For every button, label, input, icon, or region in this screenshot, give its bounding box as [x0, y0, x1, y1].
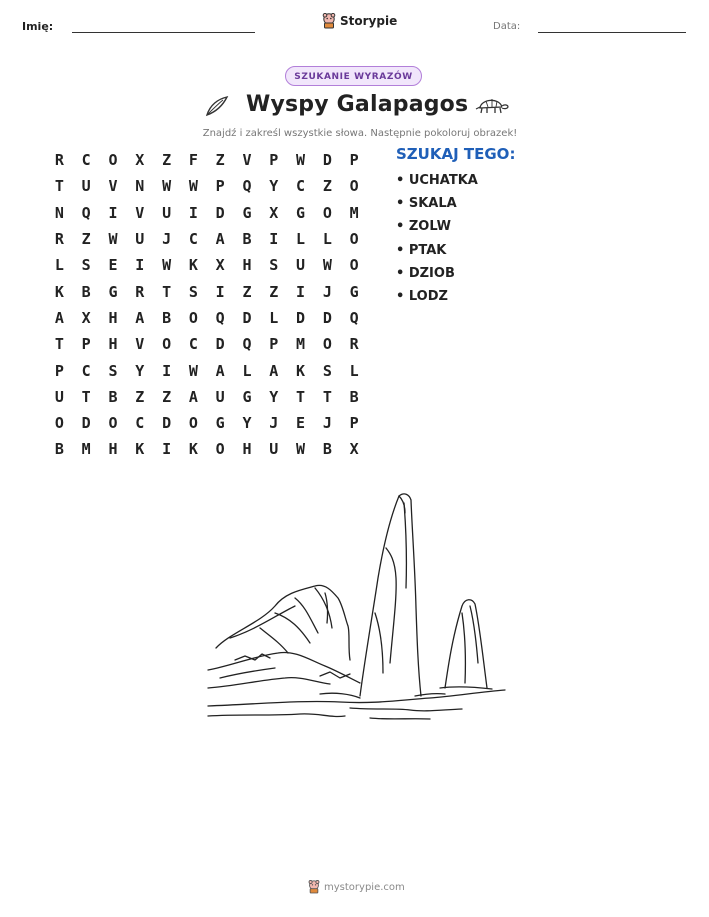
grid-letter: P [349, 414, 359, 433]
grid-letter: G [296, 203, 306, 222]
word-list-item: • ZOLW [396, 219, 451, 235]
grid-letter: D [296, 308, 306, 327]
grid-letter: S [269, 256, 279, 275]
grid-letter: W [188, 177, 198, 196]
grid-letter: Z [81, 230, 91, 249]
grid-letter: D [215, 203, 225, 222]
grid-letter: W [296, 440, 306, 459]
grid-letter: S [188, 282, 198, 301]
grid-letter: E [296, 414, 306, 433]
grid-letter: O [349, 230, 359, 249]
grid-letter: G [108, 282, 118, 301]
grid-letter: K [296, 361, 306, 380]
grid-letter: X [269, 203, 279, 222]
word-list-item: • UCHATKA [396, 173, 478, 188]
grid-letter: Z [162, 151, 172, 170]
galapagos-rocks-illustration [200, 488, 510, 748]
word-list-item: • DZIOB [396, 265, 455, 281]
grid-letter: T [296, 387, 306, 406]
grid-letter: B [322, 440, 332, 459]
grid-letter: T [322, 387, 332, 406]
grid-letter: K [135, 440, 145, 459]
grid-letter: Q [81, 203, 91, 222]
grid-letter: I [296, 282, 306, 301]
grid-letter: R [54, 151, 64, 170]
grid-letter: O [349, 256, 359, 275]
grid-letter: U [81, 177, 91, 196]
grid-row [46, 357, 368, 383]
grid-letter: Y [242, 414, 252, 433]
word-list-heading: SZUKAJ TEGO: [396, 145, 516, 163]
grid-letter: O [108, 414, 118, 433]
grid-letter: X [215, 256, 225, 275]
grid-letter: R [54, 230, 64, 249]
grid-row [46, 436, 368, 462]
grid-letter: X [349, 440, 359, 459]
grid-letter: Q [242, 335, 252, 354]
word-search-grid [46, 147, 368, 463]
grid-letter: G [242, 203, 252, 222]
grid-letter: P [269, 335, 279, 354]
page-title: Wyspy Galapagos [246, 92, 469, 117]
grid-letter: O [162, 335, 172, 354]
grid-letter: T [81, 387, 91, 406]
grid-row [46, 252, 368, 278]
grid-letter: I [269, 230, 279, 249]
grid-letter: A [215, 230, 225, 249]
grid-letter: W [162, 177, 172, 196]
grid-letter: H [108, 308, 118, 327]
grid-letter: B [54, 440, 64, 459]
grid-row [46, 331, 368, 357]
grid-letter: P [215, 177, 225, 196]
grid-letter: Z [322, 177, 332, 196]
grid-row [46, 147, 368, 173]
feather-icon [204, 95, 230, 117]
grid-letter: U [215, 387, 225, 406]
grid-letter: T [54, 335, 64, 354]
grid-letter: U [54, 387, 64, 406]
grid-letter: W [108, 230, 118, 249]
grid-letter: S [108, 361, 118, 380]
grid-letter: O [215, 440, 225, 459]
grid-letter: C [188, 335, 198, 354]
grid-letter: A [215, 361, 225, 380]
grid-letter: O [188, 414, 198, 433]
grid-letter: L [349, 361, 359, 380]
grid-letter: I [188, 203, 198, 222]
word-list-item: • PTAK [396, 242, 447, 258]
grid-letter: N [135, 177, 145, 196]
grid-letter: B [242, 230, 252, 249]
grid-letter: M [81, 440, 91, 459]
grid-letter: Z [242, 282, 252, 301]
grid-letter: C [188, 230, 198, 249]
grid-letter: O [322, 335, 332, 354]
grid-row [46, 200, 368, 226]
grid-letter: C [135, 414, 145, 433]
grid-letter: H [242, 440, 252, 459]
grid-letter: G [215, 414, 225, 433]
grid-letter: F [188, 151, 198, 170]
grid-letter: S [322, 361, 332, 380]
grid-letter: G [349, 282, 359, 301]
grid-letter: O [322, 203, 332, 222]
grid-letter: W [188, 361, 198, 380]
grid-letter: Z [269, 282, 279, 301]
grid-letter: D [162, 414, 172, 433]
grid-letter: O [349, 177, 359, 196]
grid-letter: Y [135, 361, 145, 380]
grid-letter: V [135, 203, 145, 222]
grid-letter: O [188, 308, 198, 327]
grid-letter: V [108, 177, 118, 196]
grid-letter: P [269, 151, 279, 170]
grid-letter: B [108, 387, 118, 406]
grid-letter: I [135, 256, 145, 275]
grid-letter: I [162, 361, 172, 380]
grid-letter: T [54, 177, 64, 196]
grid-letter: G [242, 387, 252, 406]
grid-letter: L [296, 230, 306, 249]
grid-letter: Z [215, 151, 225, 170]
grid-letter: B [162, 308, 172, 327]
grid-letter: R [349, 335, 359, 354]
word-list-item: • LODZ [396, 288, 448, 304]
grid-letter: M [349, 203, 359, 222]
grid-letter: D [322, 308, 332, 327]
grid-letter: P [54, 361, 64, 380]
grid-letter: V [242, 151, 252, 170]
grid-letter: A [135, 308, 145, 327]
grid-letter: D [81, 414, 91, 433]
grid-letter: Q [215, 308, 225, 327]
grid-letter: H [108, 440, 118, 459]
footer-url: mystorypie.com [324, 881, 405, 893]
grid-letter: Q [242, 177, 252, 196]
brand-name: Storypie [340, 14, 398, 28]
grid-letter: P [349, 151, 359, 170]
grid-letter: C [81, 361, 91, 380]
grid-letter: W [162, 256, 172, 275]
date-label: Data: [493, 21, 521, 32]
grid-letter: L [269, 308, 279, 327]
grid-letter: B [349, 387, 359, 406]
grid-letter: A [54, 308, 64, 327]
grid-letter: J [322, 282, 332, 301]
grid-letter: U [269, 440, 279, 459]
footer [308, 880, 405, 894]
grid-letter: L [322, 230, 332, 249]
grid-letter: I [162, 440, 172, 459]
date-line [538, 32, 686, 33]
grid-letter: O [108, 151, 118, 170]
storypie-mascot-icon [322, 13, 336, 29]
grid-letter: U [162, 203, 172, 222]
word-list-item: • SKALA [396, 196, 457, 212]
grid-letter: L [242, 361, 252, 380]
grid-letter: A [269, 361, 279, 380]
grid-letter: R [135, 282, 145, 301]
grid-letter: I [108, 203, 118, 222]
grid-letter: X [81, 308, 91, 327]
grid-letter: U [135, 230, 145, 249]
grid-row [46, 226, 368, 252]
grid-letter: T [162, 282, 172, 301]
grid-letter: M [296, 335, 306, 354]
grid-letter: J [322, 414, 332, 433]
grid-letter: Y [269, 387, 279, 406]
grid-letter: L [54, 256, 64, 275]
brand-logo [322, 13, 397, 29]
grid-letter: D [242, 308, 252, 327]
grid-letter: S [81, 256, 91, 275]
grid-row [46, 410, 368, 436]
grid-letter: D [215, 335, 225, 354]
grid-letter: J [269, 414, 279, 433]
grid-letter: A [188, 387, 198, 406]
word-list [396, 172, 478, 311]
grid-letter: W [296, 151, 306, 170]
grid-letter: N [54, 203, 64, 222]
name-label: Imię: [22, 20, 54, 33]
grid-letter: U [296, 256, 306, 275]
grid-letter: X [135, 151, 145, 170]
grid-letter: B [81, 282, 91, 301]
grid-row [46, 384, 368, 410]
grid-row [46, 173, 368, 199]
grid-letter: Q [349, 308, 359, 327]
grid-letter: H [242, 256, 252, 275]
grid-letter: K [188, 256, 198, 275]
grid-letter: Z [162, 387, 172, 406]
instructions: Znajdź i zakreśl wszystkie słowa. Następnie pokoloruj obrazek! [202, 128, 518, 139]
grid-letter: C [296, 177, 306, 196]
storypie-mascot-icon [308, 880, 320, 894]
grid-letter: K [188, 440, 198, 459]
grid-row [46, 278, 368, 304]
grid-letter: D [322, 151, 332, 170]
grid-letter: K [54, 282, 64, 301]
grid-letter: W [322, 256, 332, 275]
grid-letter: O [54, 414, 64, 433]
grid-letter: J [162, 230, 172, 249]
grid-letter: E [108, 256, 118, 275]
grid-letter: Y [269, 177, 279, 196]
activity-badge: SZUKANIE WYRAZÓW [285, 66, 422, 86]
grid-letter: V [135, 335, 145, 354]
grid-row [46, 305, 368, 331]
grid-letter: Z [135, 387, 145, 406]
grid-letter: I [215, 282, 225, 301]
grid-letter: H [108, 335, 118, 354]
grid-letter: C [81, 151, 91, 170]
grid-letter: P [81, 335, 91, 354]
turtle-icon [474, 94, 510, 116]
name-line [72, 32, 255, 33]
